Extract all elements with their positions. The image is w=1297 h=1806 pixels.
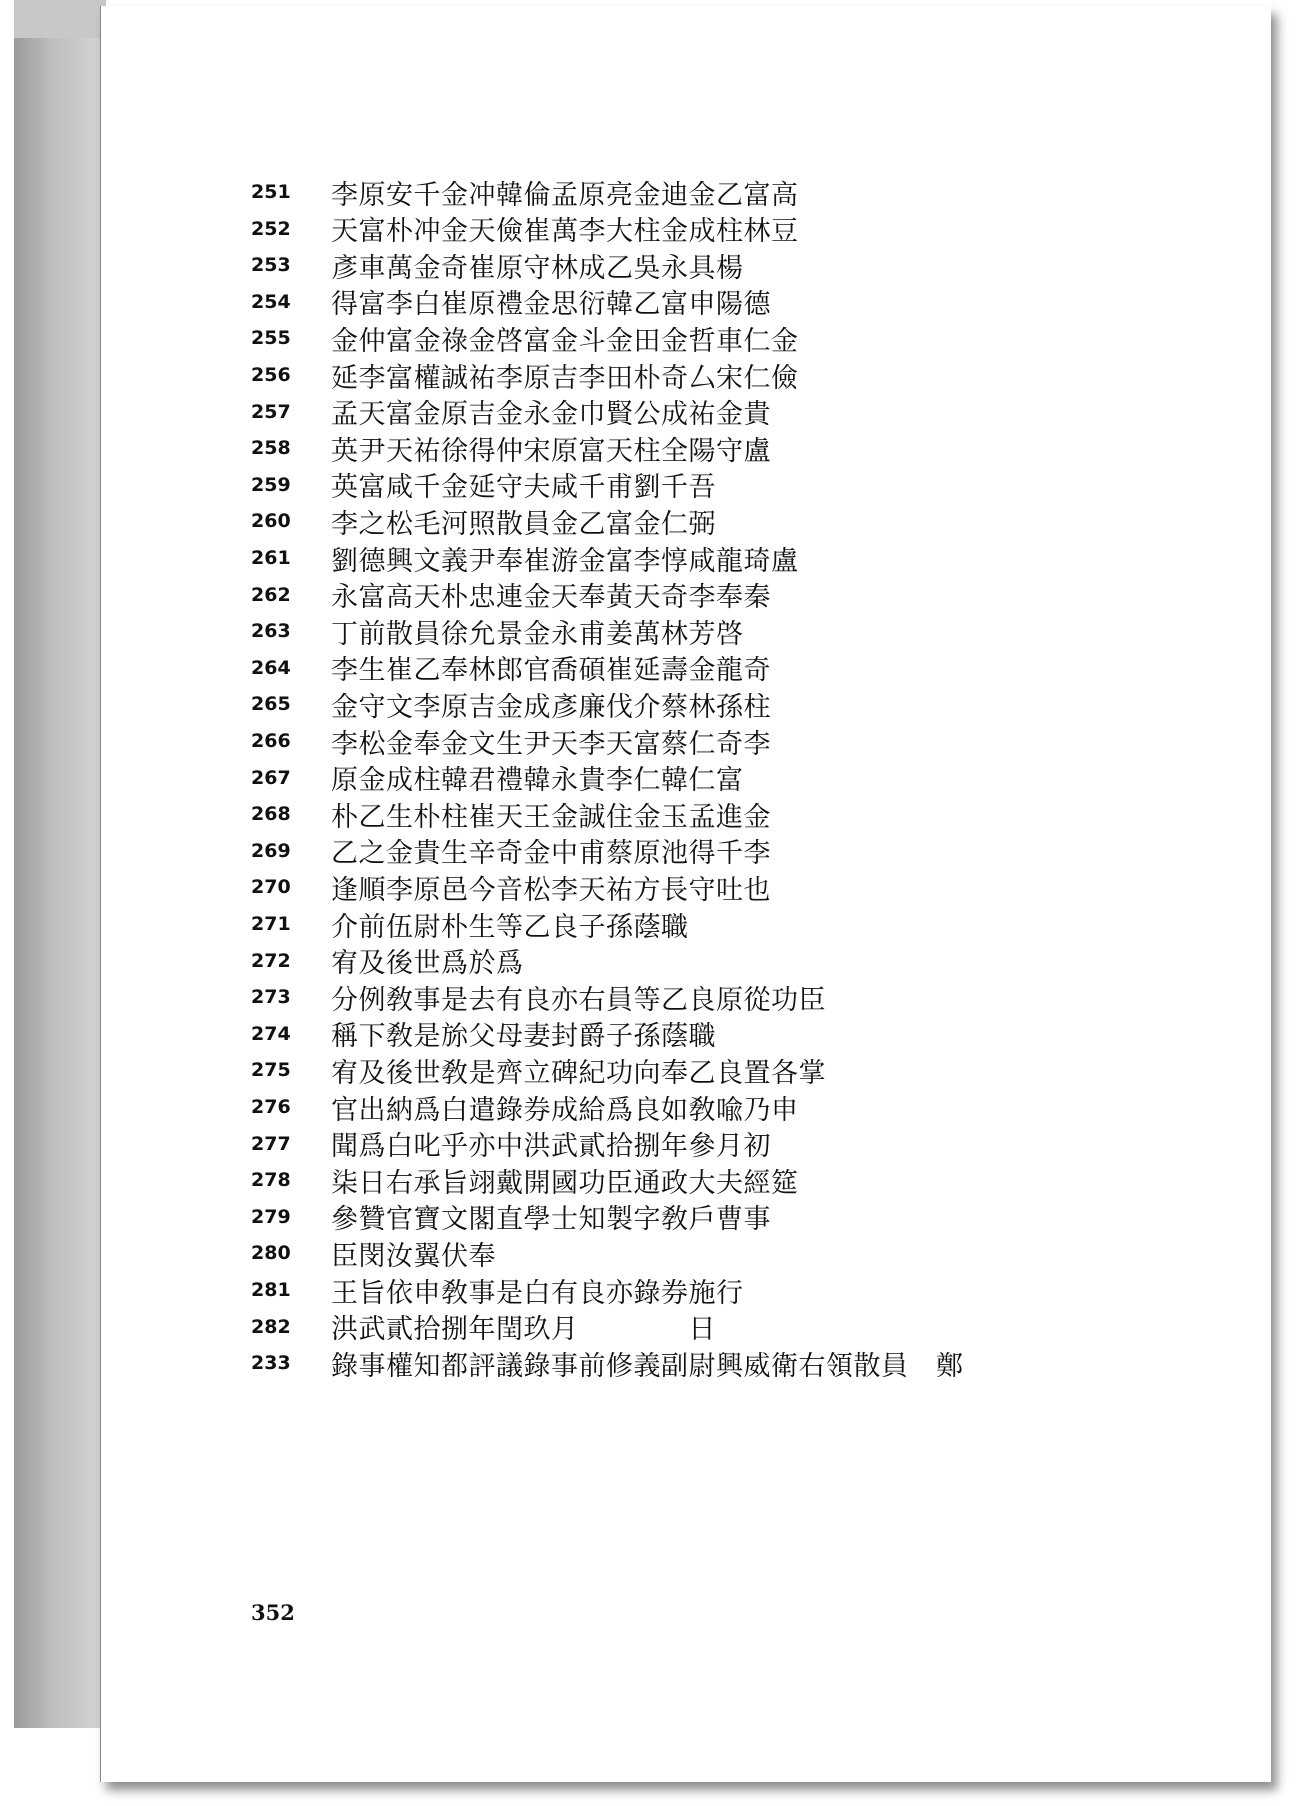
- line-text: 李松金奉金文生尹天李天富蔡仁奇李: [331, 728, 771, 760]
- text-line: [251, 284, 1231, 320]
- line-number: 251: [251, 181, 291, 203]
- line-number: 259: [251, 473, 291, 496]
- text-line: [251, 247, 1231, 283]
- line-text: 得富李白崔原禮金思衍韓乙富申陽德: [331, 289, 771, 321]
- line-number: 263: [251, 620, 291, 643]
- text-line: [251, 613, 1231, 649]
- text-line: [251, 1309, 1231, 1345]
- text-line: [251, 1089, 1231, 1125]
- line-text: 介前伍尉朴生等乙良子孫蔭職: [331, 911, 689, 943]
- line-text: 李生崔乙奉林郎官喬碩崔延壽金龍奇: [331, 655, 771, 687]
- text-line: [251, 833, 1231, 869]
- line-text: 參贊官寶文閣直學士知製字敎戶曹事: [331, 1204, 771, 1236]
- text-line: [251, 1126, 1231, 1162]
- line-number: 278: [251, 1169, 291, 1192]
- text-line: [251, 320, 1231, 356]
- book-side-edge: [14, 38, 106, 1728]
- text-line: [251, 650, 1231, 686]
- line-number: 273: [251, 986, 291, 1009]
- text-line: [251, 1199, 1231, 1235]
- line-text: 金守文李原吉金成彥廉伐介蔡林孫柱: [331, 691, 771, 723]
- line-number: 265: [251, 693, 291, 716]
- line-number: 271: [251, 913, 291, 935]
- line-number: 255: [251, 327, 291, 350]
- line-text: 丁前散員徐允景金永甫姜萬林芳啓: [331, 618, 744, 650]
- line-text: 原金成柱韓君禮韓永貴李仁韓仁富: [331, 765, 744, 797]
- line-text: 分例敎事是去有良亦右員等乙良原從功臣: [331, 984, 826, 1016]
- text-line: [251, 540, 1231, 576]
- line-number: 272: [251, 949, 291, 972]
- line-text: 劉德興文義尹奉崔游金富李惇咸龍琦盧: [331, 545, 799, 577]
- text-line: [251, 869, 1231, 905]
- text-line: [251, 430, 1231, 466]
- page-number: 352: [251, 1600, 295, 1625]
- line-number: 253: [251, 254, 291, 277]
- text-line: [251, 394, 1231, 430]
- line-text: 彥車萬金奇崔原守林成乙吳永具楊: [331, 252, 744, 284]
- line-number: 270: [251, 876, 291, 899]
- line-number: 279: [251, 1205, 291, 1228]
- line-number: 274: [251, 1022, 291, 1045]
- line-text: 朴乙生朴柱崔天王金誠住金玉孟進金: [331, 801, 771, 833]
- text-line: [251, 943, 1231, 979]
- line-number: 257: [251, 400, 291, 423]
- book-edge-top: [14, 0, 106, 40]
- line-number: 281: [251, 1279, 291, 1301]
- line-number: 268: [251, 803, 291, 826]
- line-text: 逢順李原邑今音松李天祐方長守吐也: [331, 874, 771, 906]
- line-text: 聞爲白叱乎亦中洪武貳拾捌年參月初: [331, 1131, 771, 1163]
- text-line: [251, 577, 1231, 613]
- text-line: [251, 686, 1231, 722]
- line-text: 金仲富金祿金啓富金斗金田金哲車仁金: [331, 325, 799, 357]
- text-line: [251, 1235, 1231, 1271]
- line-number: 282: [251, 1315, 291, 1338]
- text-line: [251, 796, 1231, 832]
- line-text: 官出納爲白遣錄券成給爲良如敎喩乃申: [331, 1094, 799, 1126]
- line-number: 277: [251, 1132, 291, 1155]
- line-text: 英尹天祐徐得仲宋原富天柱全陽守盧: [331, 435, 771, 467]
- text-line: [251, 979, 1231, 1015]
- line-text: 宥及後世敎是齊立碑紀功向奉乙良置各掌: [331, 1057, 826, 1089]
- line-number: 260: [251, 510, 291, 533]
- line-text: 孟天富金原吉金永金巾賢公成祐金貴: [331, 399, 771, 431]
- line-number: 258: [251, 437, 291, 460]
- line-text: 英富咸千金延守夫咸千甫劉千吾: [331, 472, 716, 504]
- line-number: 276: [251, 1096, 291, 1118]
- text-line: [251, 357, 1231, 393]
- text-line: [251, 211, 1231, 247]
- line-number: 254: [251, 290, 291, 313]
- line-text: 延李富權誠祐李原吉李田朴奇厶宋仁儉: [331, 362, 799, 394]
- text-line: [251, 174, 1231, 210]
- line-number: 269: [251, 839, 291, 862]
- text-line: [251, 1272, 1231, 1308]
- text-line: [251, 467, 1231, 503]
- text-line: [251, 1052, 1231, 1088]
- line-number: 262: [251, 583, 291, 606]
- line-text: 王旨依申敎事是白有良亦錄券施行: [331, 1277, 744, 1309]
- line-text: 洪武貳拾捌年閏玖月 日: [331, 1314, 716, 1346]
- line-text: 宥及後世爲於爲: [331, 948, 524, 980]
- line-number: 280: [251, 1242, 291, 1265]
- line-number: 264: [251, 656, 291, 679]
- document-page: [100, 6, 1271, 1782]
- line-number: 233: [251, 1352, 291, 1375]
- line-number: 267: [251, 766, 291, 789]
- text-line: [251, 723, 1231, 759]
- line-number: 275: [251, 1059, 291, 1082]
- text-line: [251, 1016, 1231, 1052]
- line-text: 乙之金貴生辛奇金中甫蔡原池得千李: [331, 838, 771, 870]
- line-text: 天富朴冲金天儉崔萬李大柱金成柱林豆: [331, 216, 799, 248]
- line-number: 252: [251, 217, 291, 240]
- line-number: 266: [251, 730, 291, 752]
- line-text: 李原安千金冲韓倫孟原亮金迪金乙富高: [331, 179, 799, 211]
- line-number: 256: [251, 364, 291, 386]
- text-line: [251, 503, 1231, 539]
- text-line: [251, 1162, 1231, 1198]
- line-number: 261: [251, 547, 291, 569]
- line-text: 錄事權知都評議錄事前修義副尉興威衛右領散員 鄭: [331, 1350, 964, 1382]
- line-text: 永富高天朴忠連金天奉黃天奇李奉秦: [331, 582, 771, 614]
- line-text: 李之松毛河照散員金乙富金仁弼: [331, 508, 716, 540]
- text-line: [251, 760, 1231, 796]
- line-text: 稱下敎是旀父母妻封爵子孫蔭職: [331, 1021, 716, 1053]
- text-line: [251, 906, 1231, 942]
- line-text: 臣閔汝翼伏奉: [331, 1240, 496, 1272]
- line-text: 柒日右承旨翊戴開國功臣通政大夫經筵: [331, 1167, 799, 1199]
- text-line: [251, 1345, 1231, 1381]
